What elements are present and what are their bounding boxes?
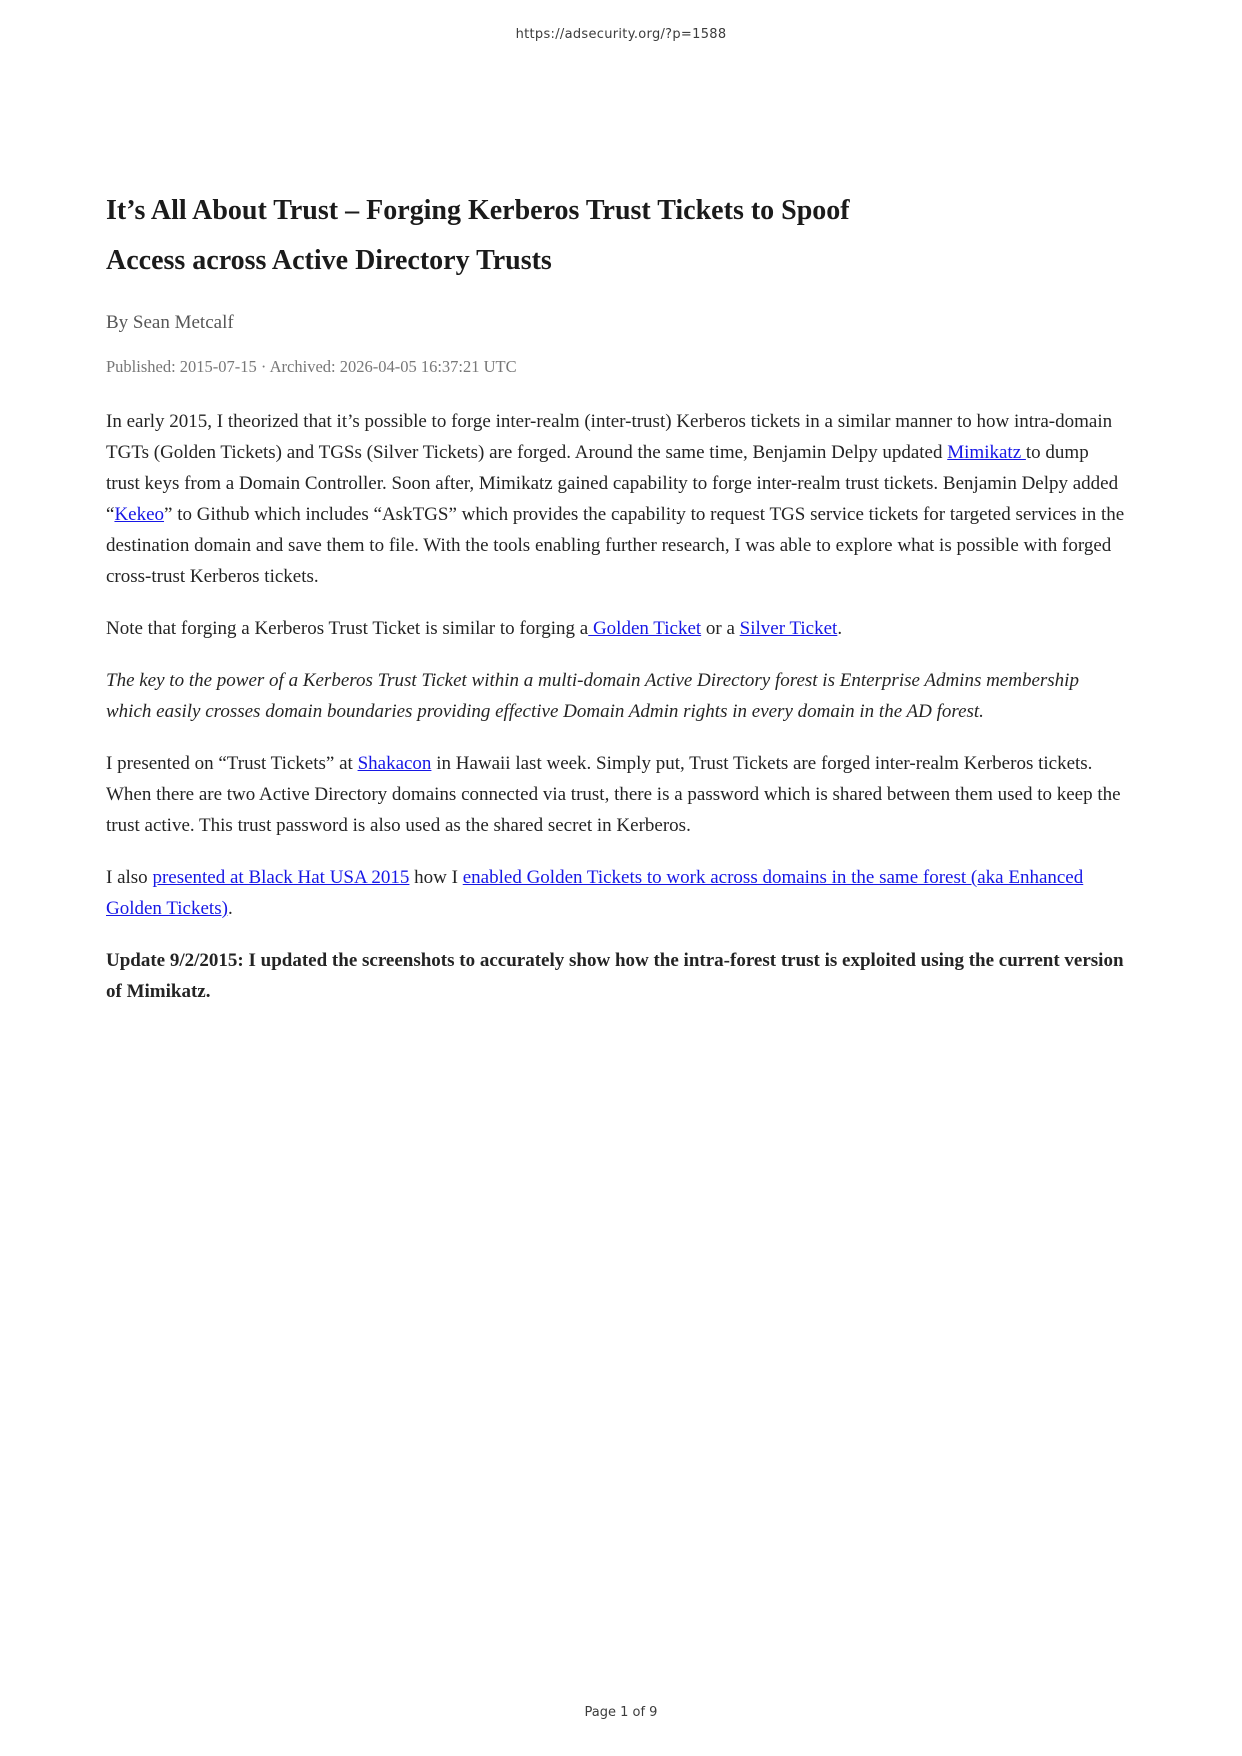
inline-link[interactable]: Silver Ticket — [739, 618, 838, 639]
text-run: Update 9/2/2015: I updated the screenshots to accurately show how the intra-forest trust is exploited using the current version of Mimikatz. — [106, 950, 1124, 1002]
text-run: or a — [701, 618, 740, 639]
inline-link[interactable]: Kekeo — [114, 504, 165, 525]
text-run: The key to the power of a Kerberos Trust Ticket within a multi-domain Active Directory forest is Enterprise Admins membership which easily crosses domain boundaries providing effective Domain Admin rights in every domain in the AD forest. — [106, 670, 1079, 722]
text-run: ” to Github which includes “AskTGS” which provides the capability to request TGS service tickets for targeted services in the destination domain and save them to file. With the tools enabling further research, I was able to explore what is possible with forged cross-trust Kerberos tickets. — [106, 504, 1125, 587]
text-run: . — [837, 618, 843, 639]
article — [106, 186, 1126, 1028]
publish-archive-meta: Published: 2015-07-15 · Archived: 2026-04-05 16:37:21 UTC — [106, 357, 517, 376]
text-run: how I — [409, 867, 463, 888]
paragraph — [106, 945, 1126, 1007]
paragraph — [106, 613, 1126, 644]
paragraph — [106, 406, 1126, 592]
inline-link[interactable]: Golden Ticket — [588, 618, 702, 639]
byline: By Sean Metcalf — [106, 312, 234, 333]
text-run: . — [227, 898, 233, 919]
text-run: to dump trust keys from a Domain Controller. Soon after, Mimikatz gained capability to forge inter-realm trust tickets. Benjamin Delpy added “ — [106, 442, 1119, 525]
inline-link[interactable]: presented at Black Hat USA 2015 — [152, 867, 410, 888]
page-number: Page 1 of 9 — [584, 1705, 658, 1720]
print-header-url: https://adsecurity.org/?p=1588 — [515, 27, 727, 42]
text-run: In early 2015, I theorized that it’s possible to forge inter-realm (inter-trust) Kerberos tickets in a similar manner to how intra-domain TGTs (Golden Tickets) and TGSs (Silver Tickets) are forged. Around the same time, Benjamin Delpy updated — [106, 411, 1113, 463]
page-title-line-2: Access across Active Directory Trusts — [106, 245, 552, 276]
paragraph — [106, 748, 1126, 841]
text-run: Note that forging a Kerberos Trust Ticket is similar to forging a — [106, 618, 589, 639]
article-body — [106, 406, 1126, 1007]
inline-link[interactable]: Mimikatz — [947, 442, 1026, 463]
inline-link[interactable]: enabled Golden Tickets to work across domains in the same forest (aka Enhanced Golden Tickets) — [106, 867, 1084, 919]
inline-link[interactable]: Shakacon — [357, 753, 432, 774]
page-title-line-1: It’s All About Trust – Forging Kerberos Trust Tickets to Spoof — [106, 195, 850, 226]
text-run: I presented on “Trust Tickets” at — [106, 753, 358, 774]
paragraph — [106, 665, 1126, 727]
text-run: I also — [106, 867, 153, 888]
text-run: in Hawaii last week. Simply put, Trust Tickets are forged inter-realm Kerberos tickets. When there are two Active Directory domains connected via trust, there is a password which is shared between them used to keep the trust active. This trust password is also used as the shared secret in Kerberos. — [106, 753, 1121, 836]
paragraph — [106, 862, 1126, 924]
page-title — [106, 186, 1126, 286]
